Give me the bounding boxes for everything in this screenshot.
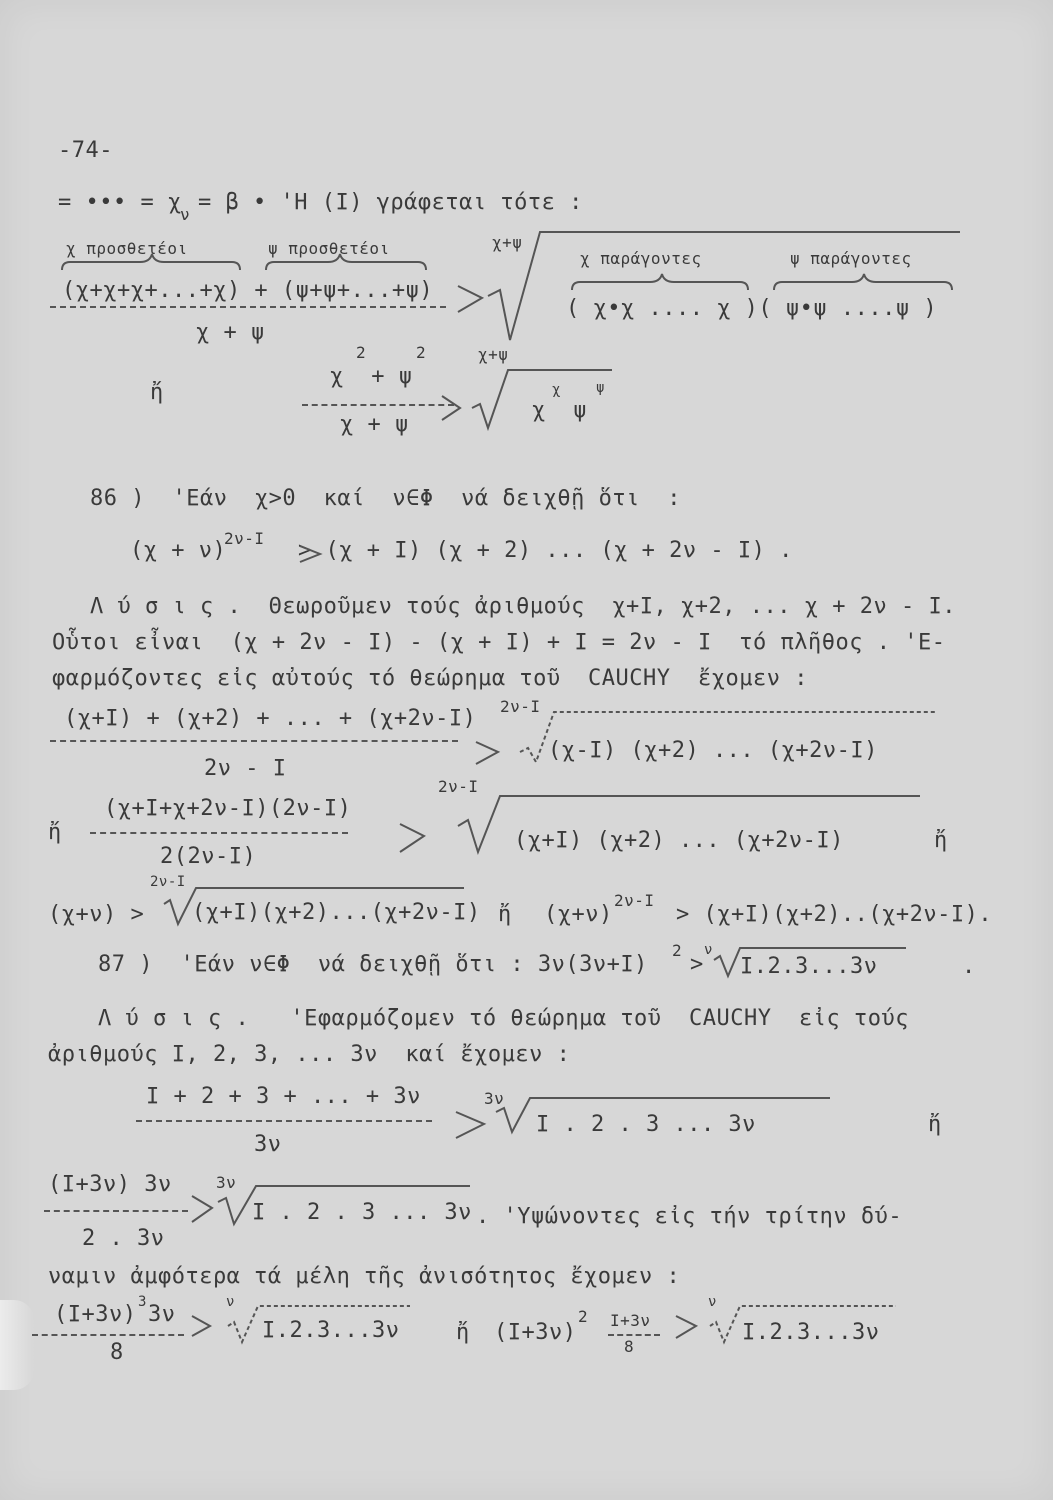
radical-2	[472, 370, 612, 428]
fraction-8-denominator: 8	[110, 1340, 124, 1365]
line-1-subscript: ν	[180, 205, 191, 224]
root-7-radicand: Ι . 2 . 3 ... 3ν	[252, 1200, 472, 1225]
line-f5-left: (χ+ν) >	[48, 902, 145, 927]
brace-label-psi-addends: ψ προσθετέοι	[268, 239, 390, 258]
gt-sign-6	[456, 1112, 484, 1138]
root-7-index: 3ν	[216, 1173, 237, 1192]
problem-86-statement: 86 ) 'Εάν χ>0 καί ν∈Φ νά δειχθῇ ὅτι :	[90, 486, 682, 511]
problem-86-rhs: > (χ + Ι) (χ + 2) ... (χ + 2ν - Ι) .	[298, 538, 793, 563]
root-5-radicand: (χ+Ι)(χ+2)...(χ+2ν-Ι)	[192, 900, 481, 925]
brace-label-x-factors: χ παράγοντες	[580, 249, 702, 268]
problem-87-radicand: Ι.2.3...3ν	[740, 954, 878, 979]
radical-1	[488, 232, 960, 340]
or-6: ἤ	[456, 1320, 470, 1345]
solution-2-line-2: ἀριθμούς Ι, 2, 3, ... 3ν καί ἔχομεν :	[48, 1042, 571, 1067]
gt-sign-9	[676, 1316, 696, 1338]
fraction-8-numerator-b: 3ν	[148, 1302, 176, 1327]
fraction-2-sup-a: 2	[356, 343, 367, 362]
brace-x-factors	[572, 274, 748, 290]
sum-numerator: (χ+χ+χ+...+χ) + (ψ+ψ+...+ψ)	[62, 278, 434, 303]
radical-3-bar	[520, 712, 936, 762]
line-f5-c: > (χ+Ι)(χ+2)..(χ+2ν-Ι).	[676, 902, 993, 927]
or-5: ἤ	[928, 1112, 942, 1137]
radical-4	[458, 796, 920, 852]
root-4-radicand: (χ+Ι) (χ+2) ... (χ+2ν-Ι)	[514, 828, 844, 853]
solution-1-line-2: Οὗτοι εἶναι (χ + 2ν - Ι) - (χ + Ι) + Ι = 2ν - Ι τό πλῆθος . 'Ε-	[52, 630, 946, 655]
solution-1-line-3: φαρμόζοντες εἰς αὐτούς τό θεώρημα τοῦ CAUCHY ἔχομεν :	[52, 666, 808, 691]
or-1: ἤ	[150, 380, 164, 405]
line-f5-exponent: 2ν-Ι	[614, 891, 655, 910]
root-8-radicand: Ι.2.3...3ν	[262, 1318, 400, 1343]
fraction-8-numerator: (Ι+3ν)	[54, 1302, 137, 1327]
page-number: -74-	[58, 138, 113, 163]
or-4: ἤ	[498, 902, 512, 927]
fraction-6-numerator: Ι + 2 + 3 + ... + 3ν	[146, 1084, 421, 1109]
fraction-3-numerator: (χ+Ι) + (χ+2) + ... + (χ+2ν-Ι)	[64, 706, 477, 731]
radical-87	[714, 948, 906, 976]
fraction-3-denominator: 2ν - Ι	[204, 756, 287, 781]
problem-87-gt: >	[690, 952, 704, 977]
brace-x-addends	[62, 254, 240, 270]
gt-sign-1	[458, 286, 482, 312]
problem-87-root-index: ν	[704, 942, 713, 958]
root-2-radicand: χ ψ	[532, 398, 587, 423]
root-6-index: 3ν	[484, 1089, 505, 1108]
root-9-radicand: Ι.2.3...3ν	[742, 1320, 880, 1345]
root-9-index: ν	[708, 1294, 717, 1310]
or-3: ἤ	[934, 828, 948, 853]
problem-87-period: .	[962, 954, 976, 979]
brace-psi-factors	[774, 274, 952, 290]
root-3-index: 2ν-Ι	[500, 697, 541, 716]
root-6-radicand: Ι . 2 . 3 ... 3ν	[536, 1112, 756, 1137]
gt-sign-2	[442, 396, 460, 420]
root-3-radicand: (χ-Ι) (χ+2) ... (χ+2ν-Ι)	[548, 738, 878, 763]
fraction-2-sup-b: 2	[416, 343, 427, 362]
gt-sign-3	[476, 742, 498, 764]
line-1a: = ••• = χ	[58, 190, 182, 215]
radical-5	[164, 888, 464, 924]
fraction-9-exponent: 2	[578, 1307, 589, 1326]
root-1-index: χ+ψ	[492, 233, 523, 252]
solution-2-line-1: Λ ύ σ ι ς . 'Εφαρμόζομεν τό θεώρημα τοῦ CAUCHY εἰς τούς	[98, 1006, 909, 1031]
root-2-index: χ+ψ	[478, 345, 509, 364]
root-2-exponent-x: χ	[552, 382, 561, 398]
gt-sign-8	[192, 1316, 210, 1336]
radical-9	[710, 1306, 896, 1342]
fraction-7-denominator: 2 . 3ν	[82, 1226, 165, 1251]
root-8-index: ν	[226, 1294, 235, 1310]
solution-1-line-1: Λ ύ σ ι ς . Θεωροῦμεν τούς ἀριθμούς χ+Ι, χ+2, ... χ + 2ν - Ι.	[90, 594, 956, 619]
gt-sign-86	[300, 546, 320, 562]
radical-7	[218, 1186, 470, 1224]
sum-denominator: χ + ψ	[196, 320, 265, 345]
problem-86-lhs: (χ + ν)	[130, 538, 227, 563]
product-radicand: ( χ•χ .... χ )( ψ•ψ ....ψ )	[566, 296, 938, 321]
problem-86-exponent: 2ν-Ι	[224, 529, 265, 548]
brace-label-x-addends: χ προσθετέοι	[66, 239, 188, 258]
root-5-index: 2ν-Ι	[150, 874, 186, 890]
fraction-2-numerator: χ + ψ	[330, 364, 413, 389]
fraction-7-text: . 'Υψώνοντες εἰς τήν τρίτην δύ-	[476, 1204, 903, 1229]
root-2-exponent-psi: ψ	[596, 380, 605, 396]
solution-2-line-3: ναμιν ἀμφότερα τά μέλη τῆς ἀνισότητος ἔχομεν :	[48, 1264, 681, 1289]
fraction-4-numerator: (χ+Ι+χ+2ν-Ι)(2ν-Ι)	[104, 796, 352, 821]
gt-sign-7	[192, 1196, 212, 1222]
radical-6	[496, 1098, 830, 1132]
fraction-9-inner-denominator: 8	[624, 1337, 635, 1356]
fraction-4-denominator: 2(2ν-Ι)	[160, 844, 257, 869]
fraction-6-denominator: 3ν	[254, 1132, 282, 1157]
root-4-index: 2ν-Ι	[438, 777, 479, 796]
problem-87-exponent: 2	[672, 941, 683, 960]
fraction-9-inner-numerator: Ι+3ν	[610, 1311, 651, 1330]
fraction-7-numerator: (Ι+3ν) 3ν	[48, 1172, 172, 1197]
gt-sign-4	[400, 824, 424, 852]
fraction-9-left: (Ι+3ν)	[494, 1320, 577, 1345]
fraction-8-exponent: 3	[138, 1294, 147, 1310]
brace-label-psi-factors: ψ παράγοντες	[790, 249, 912, 268]
line-1b: = β • 'Η (Ι) γράφεται τότε :	[198, 190, 583, 215]
brace-psi-addends	[266, 254, 426, 270]
line-f5-b: (χ+ν)	[544, 902, 613, 927]
problem-87-statement: 87 ) 'Εάν ν∈Φ νά δειχθῇ ὅτι : 3ν(3ν+Ι)	[98, 952, 648, 977]
radical-8	[228, 1306, 410, 1342]
gt-sign-5	[682, 904, 700, 926]
fraction-2-denominator: χ + ψ	[340, 412, 409, 437]
or-2: ἤ	[48, 820, 62, 845]
